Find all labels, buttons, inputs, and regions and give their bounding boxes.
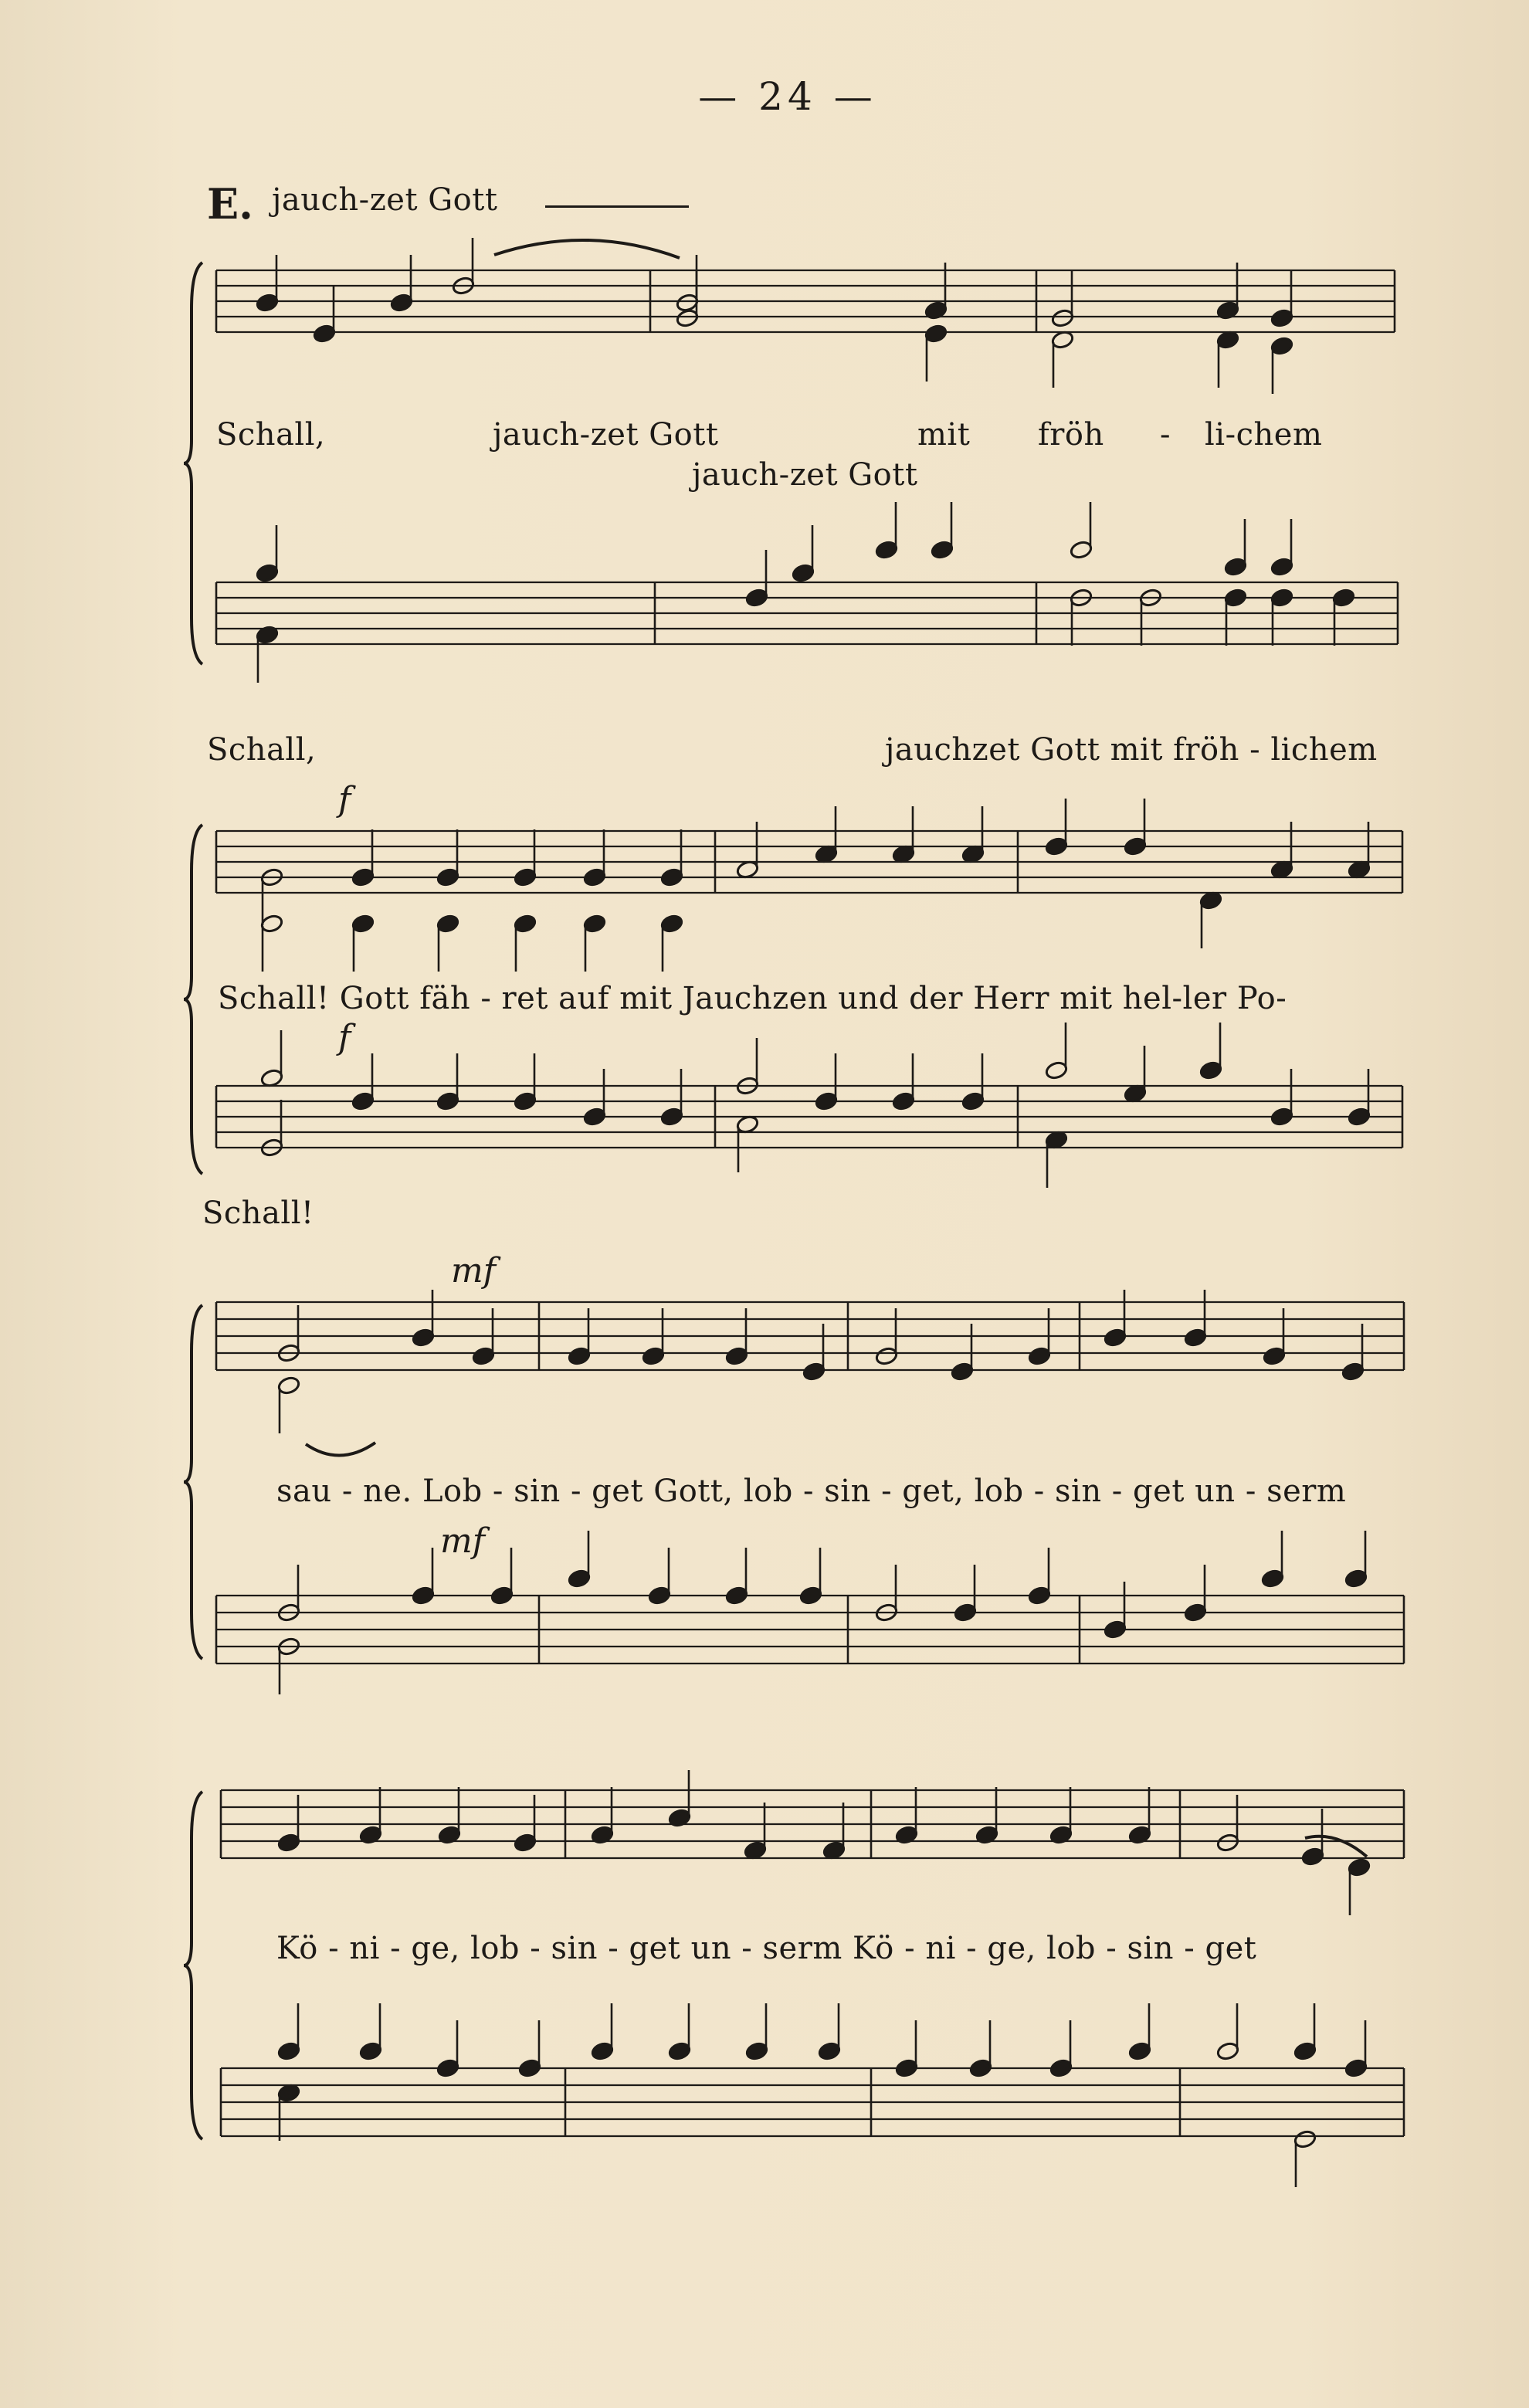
system1-upper-lyric-3: mit <box>917 417 971 453</box>
system1-lower-lyric-1: Schall, <box>207 732 317 768</box>
section-letter: E. <box>207 179 253 229</box>
system-brace <box>184 1792 202 2139</box>
system1-upper-lyric-4: fröh <box>1038 417 1104 453</box>
system1-upper-lyric-6: li-chem <box>1205 417 1323 453</box>
system1-upper-lyric-above: jauch-zet Gott <box>272 182 498 218</box>
system-brace <box>184 263 202 664</box>
system1-upper-lyric-5: - <box>1160 417 1171 453</box>
system1-upper-lyric-1: Schall, <box>216 417 326 453</box>
slur <box>306 1443 375 1456</box>
slur <box>494 240 680 258</box>
dynamic-forte-lower: f <box>338 1018 351 1057</box>
dynamic-mezzoforte-upper: mf <box>451 1251 497 1290</box>
system3-upper-lyric: sau - ne. Lob - sin - get Gott, lob - sin - get, lob - sin - get un - serm <box>276 1474 1347 1509</box>
system1-upper-lyric-2: jauch-zet Gott <box>493 417 719 453</box>
system2-upper-lyric: Schall! Gott fäh - ret auf mit Jauchzen und der Herr mit hel-ler Po- <box>218 981 1287 1016</box>
system-brace <box>184 825 202 1174</box>
dynamic-forte-upper: f <box>338 780 351 819</box>
system2-lower-lyric: Schall! <box>202 1196 314 1231</box>
system1-lower-lyric-2: jauchzet Gott mit fröh - lichem <box>885 732 1378 768</box>
system4-upper-lyric: Kö - ni - ge, lob - sin - get un - serm Kö - ni - ge, lob - sin - get <box>276 1931 1257 1966</box>
dynamic-mezzoforte-lower: mf <box>440 1521 486 1561</box>
page-number: — 24 — <box>698 74 877 119</box>
system-brace <box>184 1305 202 1659</box>
system1-lower-lyric-above: jauch-zet Gott <box>692 457 918 493</box>
